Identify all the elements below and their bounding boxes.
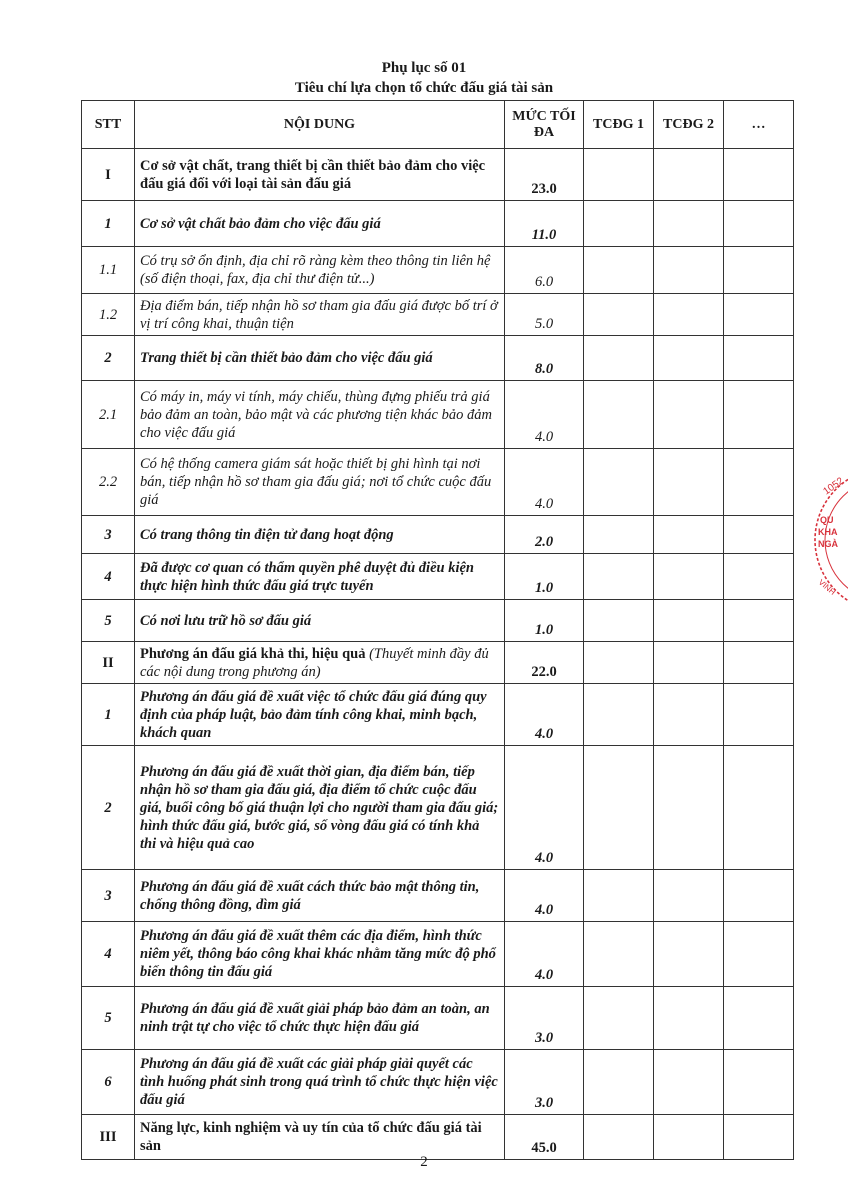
tcdg-1-cell[interactable] bbox=[584, 870, 654, 922]
tcdg-1-cell[interactable] bbox=[584, 149, 654, 201]
row-stt: 2.2 bbox=[82, 449, 135, 516]
column-header-more: … bbox=[724, 101, 794, 149]
table-row bbox=[82, 294, 794, 336]
row-content: Phương án đấu giá đề xuất giải pháp bảo đảm an toàn, an ninh trật tự cho việc tổ chức thực hiện đấu giá bbox=[135, 987, 505, 1050]
row-max-score: 45.0 bbox=[505, 1115, 584, 1160]
more-cell[interactable] bbox=[724, 1115, 794, 1160]
table-row bbox=[82, 1115, 794, 1160]
row-max-score: 1.0 bbox=[505, 600, 584, 642]
table-row bbox=[82, 642, 794, 684]
more-cell[interactable] bbox=[724, 642, 794, 684]
row-content: Có trang thông tin điện tử đang hoạt động bbox=[135, 516, 505, 554]
more-cell[interactable] bbox=[724, 336, 794, 381]
table-row bbox=[82, 381, 794, 449]
row-max-score: 4.0 bbox=[505, 870, 584, 922]
svg-text:KHA: KHA bbox=[818, 527, 838, 537]
row-content bbox=[135, 642, 505, 684]
table-row bbox=[82, 149, 794, 201]
row-stt: 2 bbox=[82, 336, 135, 381]
tcdg-1-cell[interactable] bbox=[584, 922, 654, 987]
tcdg-1-cell[interactable] bbox=[584, 336, 654, 381]
table-header-row bbox=[82, 101, 794, 149]
table-row bbox=[82, 684, 794, 746]
row-max-score: 3.0 bbox=[505, 1050, 584, 1115]
row-content: Địa điểm bán, tiếp nhận hồ sơ tham gia đấu giá được bố trí ở vị trí công khai, thuận tiện bbox=[135, 294, 505, 336]
table-row bbox=[82, 247, 794, 294]
tcdg-2-cell[interactable] bbox=[654, 294, 724, 336]
table-row bbox=[82, 554, 794, 600]
page-number: 2 bbox=[420, 1154, 428, 1170]
column-header-max-score: MỨC TỐI ĐA bbox=[505, 101, 584, 149]
row-stt: 2 bbox=[82, 746, 135, 870]
row-max-score: 4.0 bbox=[505, 684, 584, 746]
tcdg-1-cell[interactable] bbox=[584, 381, 654, 449]
more-cell[interactable] bbox=[724, 294, 794, 336]
row-max-score: 11.0 bbox=[505, 201, 584, 247]
column-header-stt: STT bbox=[82, 101, 135, 149]
table-row bbox=[82, 201, 794, 247]
table-row bbox=[82, 987, 794, 1050]
row-max-score: 22.0 bbox=[505, 642, 584, 684]
tcdg-2-cell[interactable] bbox=[654, 922, 724, 987]
row-content: Có hệ thống camera giám sát hoặc thiết bị ghi hình tại nơi bán, tiếp nhận hồ sơ tham gia đấu giá; nơi tổ chức cuộc đấu giá bbox=[135, 449, 505, 516]
red-stamp-seal bbox=[812, 455, 848, 625]
row-stt: 4 bbox=[82, 922, 135, 987]
table-row bbox=[82, 870, 794, 922]
more-cell[interactable] bbox=[724, 870, 794, 922]
table-row bbox=[82, 336, 794, 381]
column-header-tcdg-2: TCĐG 2 bbox=[654, 101, 724, 149]
tcdg-2-cell[interactable] bbox=[654, 336, 724, 381]
row-content: Cơ sở vật chất, trang thiết bị cần thiết bảo đảm cho việc đấu giá đối với loại tài sản đấu giá bbox=[135, 149, 505, 201]
row-stt: I bbox=[82, 149, 135, 201]
tcdg-1-cell[interactable] bbox=[584, 684, 654, 746]
row-max-score: 23.0 bbox=[505, 149, 584, 201]
row-stt: III bbox=[82, 1115, 135, 1160]
tcdg-2-cell[interactable] bbox=[654, 381, 724, 449]
row-content: Phương án đấu giá đề xuất cách thức bảo mật thông tin, chống thông đồng, dìm giá bbox=[135, 870, 505, 922]
table-row bbox=[82, 746, 794, 870]
row-stt: 3 bbox=[82, 516, 135, 554]
tcdg-2-cell[interactable] bbox=[654, 201, 724, 247]
tcdg-2-cell[interactable] bbox=[654, 554, 724, 600]
appendix-label: Phụ lục số 01 bbox=[381, 60, 467, 76]
tcdg-2-cell[interactable] bbox=[654, 1115, 724, 1160]
row-stt: 2.1 bbox=[82, 381, 135, 449]
tcdg-1-cell[interactable] bbox=[584, 1050, 654, 1115]
row-max-score: 4.0 bbox=[505, 381, 584, 449]
row-content-bold: Phương án đấu giá khả thi, hiệu quả bbox=[140, 645, 366, 662]
more-cell[interactable] bbox=[724, 449, 794, 516]
tcdg-2-cell[interactable] bbox=[654, 247, 724, 294]
row-content: Phương án đấu giá đề xuất thêm các địa điểm, hình thức niêm yết, thông báo công khai khác nhằm tăng mức độ phổ biến thông tin đấu giá bbox=[135, 922, 505, 987]
row-content: Trang thiết bị cần thiết bảo đảm cho việc đấu giá bbox=[135, 336, 505, 381]
more-cell[interactable] bbox=[724, 381, 794, 449]
more-cell[interactable] bbox=[724, 600, 794, 642]
row-stt: 1.1 bbox=[82, 247, 135, 294]
row-content: Phương án đấu giá đề xuất thời gian, địa điểm bán, tiếp nhận hồ sơ tham gia đấu giá, địa điểm tổ chức cuộc đấu giá, buổi công bố giá thuận lợi cho người tham gia đấu giá; hình thức đấu giá, bước giá, số vòng đấu giá có tính khả thi và hiệu quả cao bbox=[135, 746, 505, 870]
tcdg-1-cell[interactable] bbox=[584, 1115, 654, 1160]
tcdg-1-cell[interactable] bbox=[584, 987, 654, 1050]
tcdg-2-cell[interactable] bbox=[654, 746, 724, 870]
row-stt: 4 bbox=[82, 554, 135, 600]
row-max-score: 6.0 bbox=[505, 247, 584, 294]
column-header-content: NỘI DUNG bbox=[135, 101, 505, 149]
tcdg-2-cell[interactable] bbox=[654, 449, 724, 516]
row-stt: 1 bbox=[82, 684, 135, 746]
row-content: Năng lực, kinh nghiệm và uy tín của tổ chức đấu giá tài sản bbox=[135, 1115, 505, 1160]
table-row bbox=[82, 449, 794, 516]
svg-text:VINH: VINH bbox=[816, 577, 838, 597]
more-cell[interactable] bbox=[724, 1050, 794, 1115]
more-cell[interactable] bbox=[724, 554, 794, 600]
row-content: Phương án đấu giá đề xuất việc tổ chức đấu giá đúng quy định của pháp luật, bảo đảm tính công khai, minh bạch, khách quan bbox=[135, 684, 505, 746]
row-stt: 3 bbox=[82, 870, 135, 922]
row-content: Phương án đấu giá đề xuất các giải pháp giải quyết các tình huống phát sinh trong quá trình tổ chức thực hiện việc đấu giá bbox=[135, 1050, 505, 1115]
column-header-tcdg-1: TCĐG 1 bbox=[584, 101, 654, 149]
row-stt: 6 bbox=[82, 1050, 135, 1115]
row-max-score: 3.0 bbox=[505, 987, 584, 1050]
tcdg-2-cell[interactable] bbox=[654, 1050, 724, 1115]
row-stt: 1.2 bbox=[82, 294, 135, 336]
row-max-score: 8.0 bbox=[505, 336, 584, 381]
row-content: Cơ sở vật chất bảo đảm cho việc đấu giá bbox=[135, 201, 505, 247]
table-row bbox=[82, 600, 794, 642]
row-max-score: 1.0 bbox=[505, 554, 584, 600]
tcdg-1-cell[interactable] bbox=[584, 516, 654, 554]
tcdg-1-cell[interactable] bbox=[584, 201, 654, 247]
row-stt: II bbox=[82, 642, 135, 684]
row-stt: 5 bbox=[82, 987, 135, 1050]
more-cell[interactable] bbox=[724, 201, 794, 247]
table-row bbox=[82, 1050, 794, 1115]
tcdg-2-cell[interactable] bbox=[654, 600, 724, 642]
tcdg-1-cell[interactable] bbox=[584, 449, 654, 516]
more-cell[interactable] bbox=[724, 149, 794, 201]
svg-text:QU: QU bbox=[820, 515, 834, 525]
table-row bbox=[82, 922, 794, 987]
more-cell[interactable] bbox=[724, 516, 794, 554]
more-cell[interactable] bbox=[724, 922, 794, 987]
tcdg-2-cell[interactable] bbox=[654, 149, 724, 201]
row-max-score: 4.0 bbox=[505, 922, 584, 987]
svg-text:1052: 1052 bbox=[821, 475, 846, 498]
more-cell[interactable] bbox=[724, 247, 794, 294]
row-content: Có nơi lưu trữ hồ sơ đấu giá bbox=[135, 600, 505, 642]
tcdg-2-cell[interactable] bbox=[654, 870, 724, 922]
row-max-score: 4.0 bbox=[505, 449, 584, 516]
tcdg-2-cell[interactable] bbox=[654, 642, 724, 684]
tcdg-2-cell[interactable] bbox=[654, 684, 724, 746]
tcdg-2-cell[interactable] bbox=[654, 516, 724, 554]
tcdg-1-cell[interactable] bbox=[584, 746, 654, 870]
row-content-italic-note: (Thuyết minh đầy đủ các nội dung trong phương án) bbox=[140, 645, 489, 680]
tcdg-1-cell[interactable] bbox=[584, 554, 654, 600]
row-content: Đã được cơ quan có thẩm quyền phê duyệt đủ điều kiện thực hiện hình thức đấu giá trực tuyến bbox=[135, 554, 505, 600]
row-stt: 1 bbox=[82, 201, 135, 247]
more-cell[interactable] bbox=[724, 684, 794, 746]
svg-text:NGÀ: NGÀ bbox=[818, 539, 838, 549]
tcdg-1-cell[interactable] bbox=[584, 294, 654, 336]
tcdg-1-cell[interactable] bbox=[584, 600, 654, 642]
row-max-score: 4.0 bbox=[505, 746, 584, 870]
table-row bbox=[82, 516, 794, 554]
row-max-score: 5.0 bbox=[505, 294, 584, 336]
tcdg-1-cell[interactable] bbox=[584, 247, 654, 294]
row-stt: 5 bbox=[82, 600, 135, 642]
row-content: Có máy in, máy vi tính, máy chiếu, thùng đựng phiếu trả giá bảo đảm an toàn, bảo mật và các phương tiện khác bảo đảm cho việc đấu giá bbox=[135, 381, 505, 449]
page-title: Tiêu chí lựa chọn tổ chức đấu giá tài sản bbox=[294, 80, 554, 96]
more-cell[interactable] bbox=[724, 746, 794, 870]
tcdg-1-cell[interactable] bbox=[584, 642, 654, 684]
row-max-score: 2.0 bbox=[505, 516, 584, 554]
row-content: Có trụ sở ổn định, địa chỉ rõ ràng kèm theo thông tin liên hệ (số điện thoại, fax, địa chỉ thư điện tử...) bbox=[135, 247, 505, 294]
criteria-table bbox=[81, 100, 794, 1160]
tcdg-2-cell[interactable] bbox=[654, 987, 724, 1050]
more-cell[interactable] bbox=[724, 987, 794, 1050]
